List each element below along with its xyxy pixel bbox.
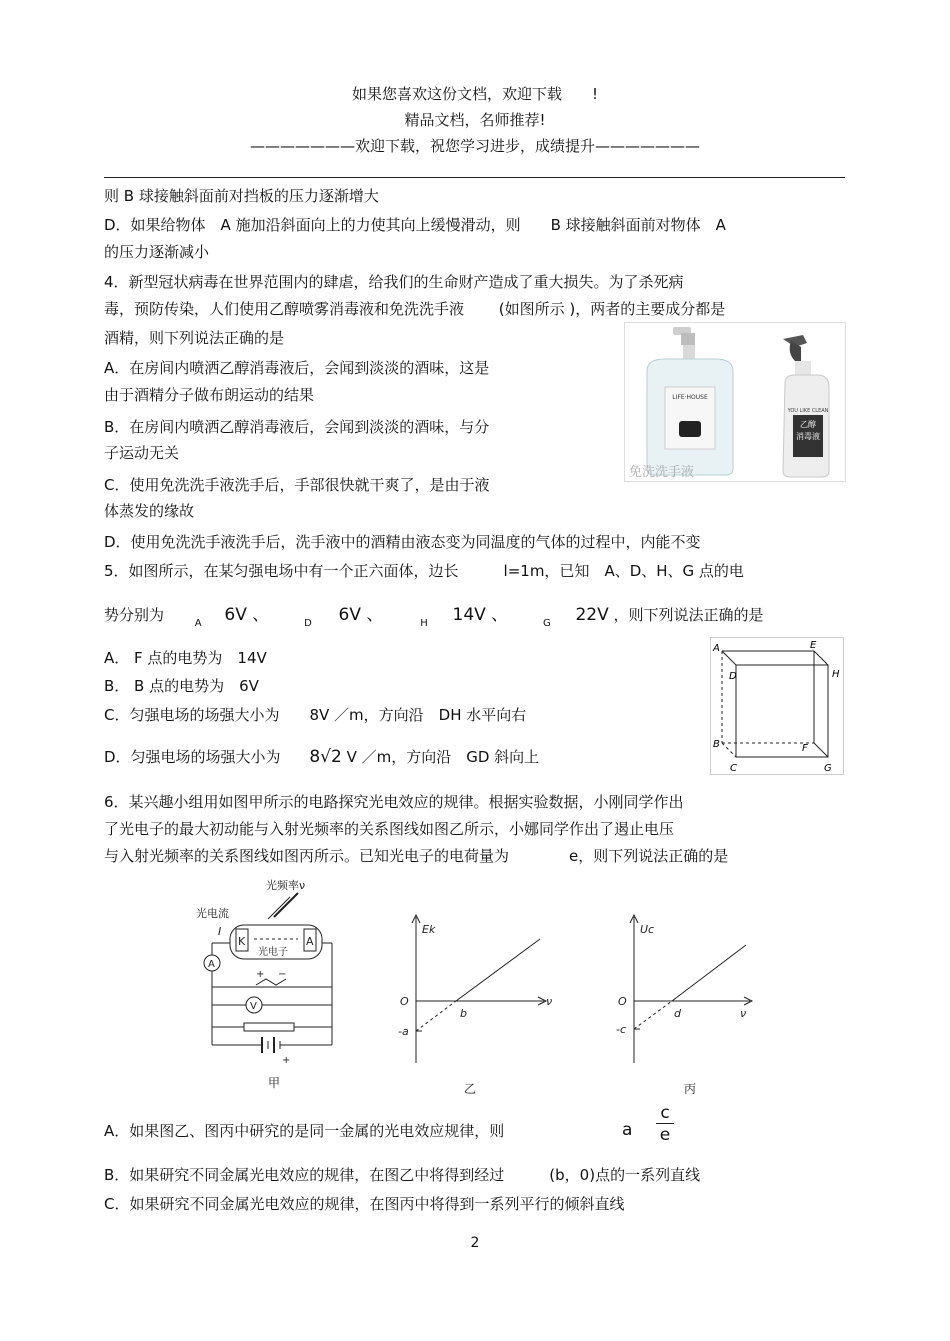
spray-label-1: 乙醇 bbox=[800, 420, 816, 429]
q4-stem-line1: 4．新型冠状病毒在世界范围内的肆虐，给我们的生命财产造成了重大损失。为了杀死病 bbox=[104, 273, 684, 291]
q4-stem-line2: 毒，预防传染，人们使用乙醇喷雾消毒液和免洗洗手液 (如图所示 )，两者的主要成分都是 bbox=[104, 300, 726, 318]
photocurrent-label: 光电流 bbox=[196, 907, 229, 920]
q4-option-c-line2: 体蒸发的缘故 bbox=[104, 502, 195, 520]
graph-uc-vs-frequency bbox=[616, 915, 752, 1095]
header-line-1: 如果您喜欢这份文档，欢迎下载 ! bbox=[351, 85, 599, 103]
anode-a-label: A bbox=[306, 935, 314, 948]
graph-c-intercept-y: -c bbox=[616, 1023, 627, 1036]
current-i-label: I bbox=[218, 925, 222, 938]
q6-stem-line3: 与入射光频率的关系图线如图丙所示。已知光电子的电荷量为 e，则下列说法正确的是 bbox=[104, 847, 729, 865]
photoelectric-figure bbox=[194, 873, 754, 1095]
q5-option-b: B． B 点的电势为 6V bbox=[104, 677, 259, 695]
cathode-k-label: K bbox=[238, 935, 246, 948]
header-line-3: ———————欢迎下载，祝您学习进步，成绩提升——————— bbox=[249, 137, 700, 155]
graph-b-x-label: ν bbox=[546, 995, 553, 1008]
fraction-numerator: c bbox=[656, 1103, 674, 1124]
q6-option-a-variable: a bbox=[622, 1120, 633, 1140]
q3-continuation: 则 B 球接触斜面前对挡板的压力逐渐增大 bbox=[104, 187, 379, 205]
cube-figure bbox=[710, 637, 844, 775]
q6-stem-line1: 6．某兴趣小组用如图甲所示的电路探究光电效应的规律。根据实验数据，小刚同学作出 bbox=[104, 793, 684, 811]
q4-option-b-line1: B．在房间内喷洒乙醇消毒液后，会闻到淡淡的酒味，与分 bbox=[104, 418, 490, 436]
circuit-diagram bbox=[196, 878, 332, 1090]
q6-option-a-fraction bbox=[656, 1103, 674, 1146]
sanitizer-illustration bbox=[625, 323, 845, 481]
q6-option-c: C．如果研究不同金属光电效应的规律，在图丙中将得到一系列平行的倾斜直线 bbox=[104, 1195, 625, 1213]
q4-stem-line3: 酒精，则下列说法正确的是 bbox=[104, 329, 285, 347]
q6-option-b: B．如果研究不同金属光电效应的规律，在图乙中将得到经过 (b，0)点的一系列直线 bbox=[104, 1166, 701, 1184]
graph-b-y-label: Ek bbox=[422, 923, 436, 936]
bottle-label: LIFE·HOUSE bbox=[672, 394, 708, 401]
graph-c-intercept-x: d bbox=[674, 1007, 681, 1020]
cube-label-g: G bbox=[824, 763, 832, 774]
q4-option-d: D．使用免洗洗手液洗手后，洗手液中的酒精由液态变为同温度的气体的过程中，内能不变 bbox=[104, 533, 701, 551]
cube-label-e: E bbox=[810, 640, 817, 651]
q3-option-d-line1: D．如果给物体 A 施加沿斜面向上的力使其向上缓慢滑动，则 B 球接触斜面前对物体 A bbox=[104, 216, 726, 234]
minus-sign-top: − bbox=[278, 969, 287, 980]
q5-option-c: C．匀强电场的场强大小为 8V ／m，方向沿 DH 水平向右 bbox=[104, 706, 527, 724]
q4-option-c-line1: C．使用免洗洗手液洗手后，手部很快就干爽了，是由于液 bbox=[104, 476, 490, 494]
cube-label-c: C bbox=[730, 763, 737, 774]
q5-option-a: A． F 点的电势为 14V bbox=[104, 649, 267, 667]
cube-label-f: F bbox=[802, 743, 808, 754]
q5-stem-line2: 势分别为 $_A$ 6V 、 $_D$ 6V 、 $_H$ 14V 、 $_G$ 22V ，则下列说法正确的是 bbox=[104, 605, 764, 629]
spray-label-2: 消毒液 bbox=[796, 432, 820, 441]
q5-option-d: D．匀强电场的场强大小为 8√2 V ／m，方向沿 GD 斜向上 bbox=[104, 747, 540, 767]
header-divider bbox=[104, 177, 845, 178]
q6-option-a: A．如果图乙、图丙中研究的是同一金属的光电效应规律，则 bbox=[104, 1122, 505, 1140]
light-frequency-label: 光频率ν bbox=[266, 879, 306, 892]
ammeter-label: A bbox=[208, 959, 215, 970]
voltmeter-label: V bbox=[250, 1001, 257, 1012]
q3-option-d-line2: 的压力逐渐减小 bbox=[104, 243, 210, 261]
q4-option-a-line1: A．在房间内喷洒乙醇消毒液后，会闻到淡淡的酒味，这是 bbox=[104, 359, 490, 377]
q4-option-b-line2: 子运动无关 bbox=[104, 444, 180, 462]
q5-stem-line1: 5．如图所示，在某匀强电场中有一个正六面体，边长 l=1m，已知 A、D、H、G 点的电 bbox=[104, 562, 744, 580]
cube-label-b: B bbox=[713, 739, 720, 750]
caption-yi: 乙 bbox=[464, 1082, 477, 1095]
graph-ek-vs-frequency bbox=[398, 915, 552, 1095]
photo-caption: 免洗洗手液 bbox=[629, 465, 695, 480]
graph-c-x-label: ν bbox=[740, 1007, 747, 1020]
electron-label: 光电子 bbox=[258, 947, 288, 958]
graph-b-intercept-y: -a bbox=[398, 1025, 409, 1038]
q6-stem-line2: 了光电子的最大初动能与入射光频率的关系图线如图乙所示，小娜同学作出了遏止电压 bbox=[104, 820, 675, 838]
plus-sign-bottom: + bbox=[282, 1055, 291, 1066]
graph-b-intercept-x: b bbox=[460, 1007, 467, 1020]
caption-jia: 甲 bbox=[268, 1076, 281, 1090]
q4-option-a-line2: 由于酒精分子做布朗运动的结果 bbox=[104, 386, 315, 404]
graph-b-origin: O bbox=[400, 995, 409, 1008]
fraction-denominator: e bbox=[659, 1125, 671, 1145]
page-number: 2 bbox=[470, 1235, 480, 1251]
plus-sign-top: + bbox=[256, 969, 265, 980]
spray-top-label: YOU LIKE CLEAN bbox=[787, 408, 829, 414]
graph-c-y-label: Uc bbox=[640, 923, 655, 936]
header-line-2: 精品文档，名师推荐! bbox=[404, 111, 546, 129]
graph-c-origin: O bbox=[618, 995, 627, 1008]
caption-bing: 丙 bbox=[684, 1082, 697, 1095]
cube-label-h: H bbox=[832, 669, 840, 680]
cube-label-d: D bbox=[729, 671, 737, 682]
sanitizer-photo bbox=[624, 322, 846, 482]
cube-label-a: A bbox=[713, 643, 720, 654]
